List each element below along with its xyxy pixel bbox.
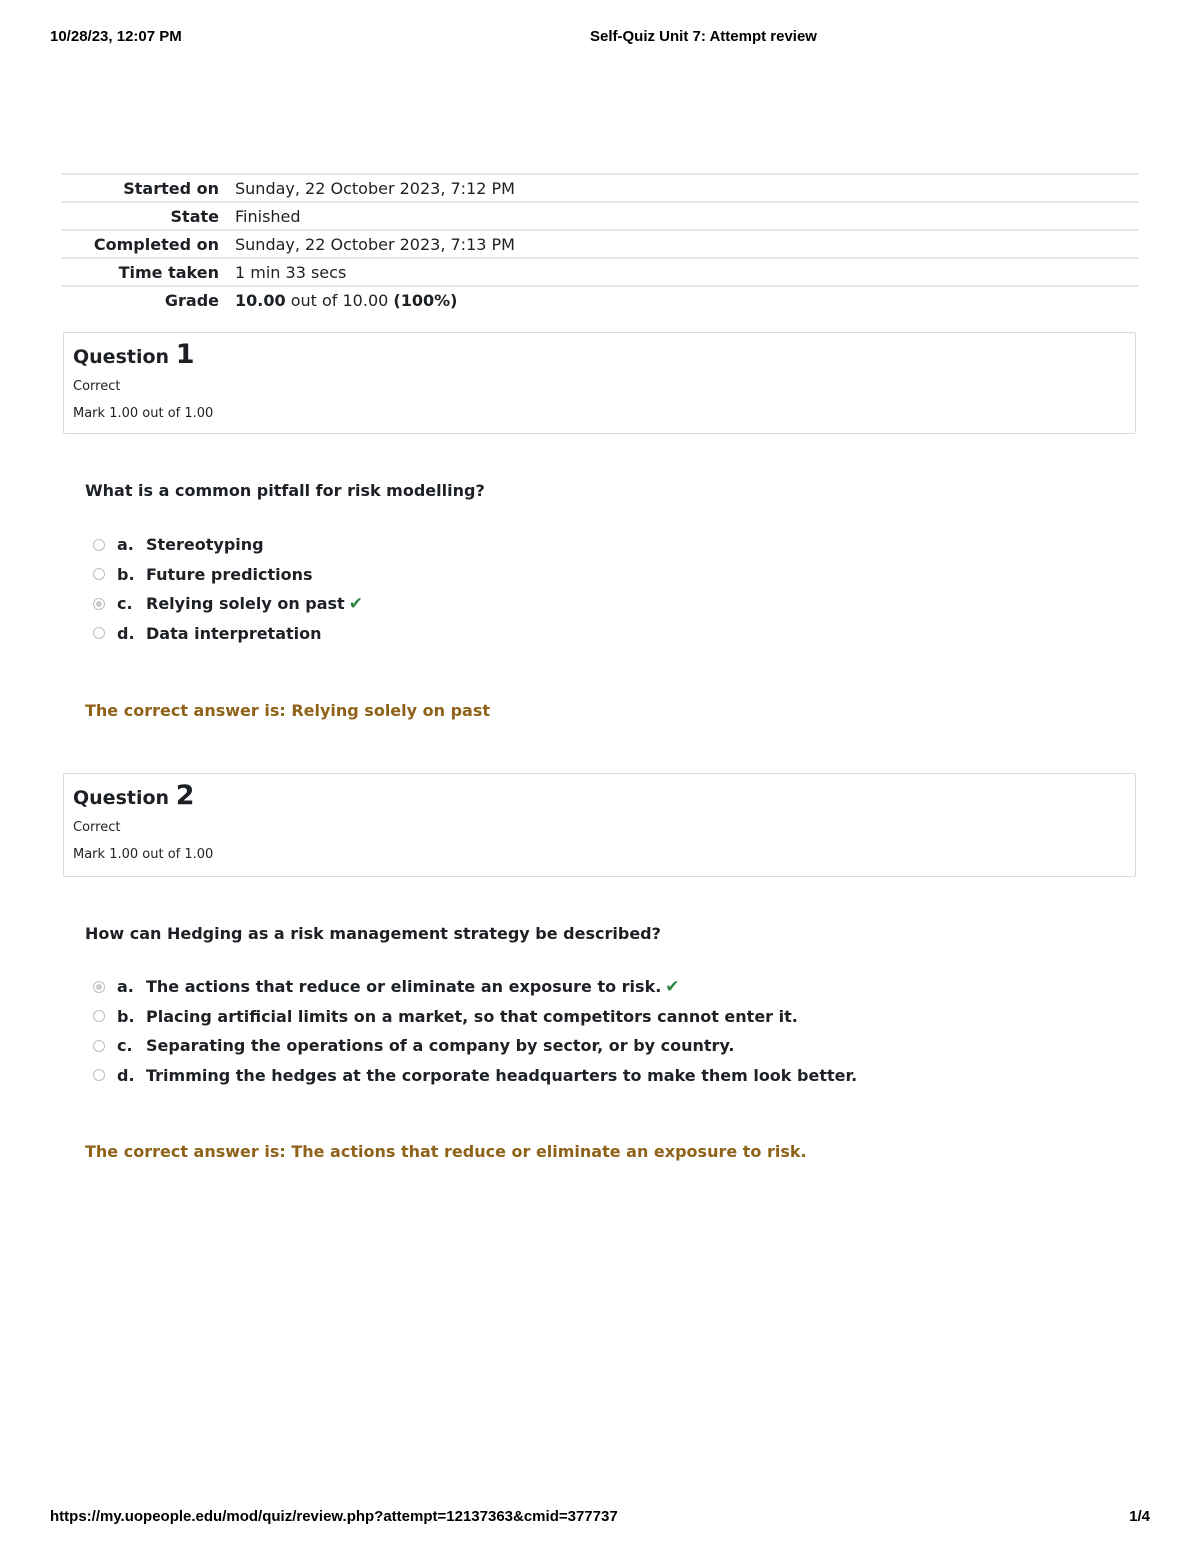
summary-value: 1 min 33 secs	[235, 262, 347, 282]
radio-button[interactable]	[93, 568, 105, 580]
answer-label: Data interpretation	[146, 623, 322, 643]
answer-letter: a.	[117, 535, 134, 555]
answer-label: Separating the operations of a company by sector, or by country.	[146, 1036, 735, 1056]
correct-answer-feedback: The correct answer is: Relying solely on past	[85, 701, 491, 720]
correct-answer-feedback: The correct answer is: The actions that reduce or eliminate an exposure to risk.	[85, 1142, 807, 1161]
question-info-box	[63, 332, 1136, 434]
summary-row-completed	[62, 230, 1138, 258]
question-info-box	[63, 773, 1136, 877]
answer-letter: d.	[117, 1065, 135, 1085]
summary-row-started	[62, 174, 1138, 202]
print-page-url[interactable]: https://my.uopeople.edu/mod/quiz/review.php?attempt=12137363&cmid=377737	[50, 1508, 618, 1525]
question-state: Correct	[73, 379, 121, 394]
summary-label: Started on	[123, 178, 219, 198]
radio-button[interactable]	[93, 1040, 105, 1052]
radio-button[interactable]	[93, 627, 105, 639]
answer-option[interactable]	[93, 972, 857, 1002]
answer-letter: a.	[117, 977, 134, 997]
summary-value: Sunday, 22 October 2023, 7:12 PM	[235, 178, 515, 198]
answer-label: The actions that reduce or eliminate an exposure to risk.	[146, 977, 662, 997]
question-label: Question	[73, 787, 170, 809]
answer-option[interactable]	[93, 1002, 857, 1032]
summary-label: Grade	[164, 290, 219, 310]
summary-value: Finished	[235, 206, 301, 226]
question-number: 1	[175, 339, 195, 370]
page-number: 1/4	[1129, 1508, 1150, 1525]
answer-label: Stereotyping	[146, 535, 264, 555]
question-state: Correct	[73, 820, 121, 835]
answer-option[interactable]	[93, 619, 363, 649]
grade-score: 10.00	[235, 290, 286, 310]
summary-label: State	[170, 206, 219, 226]
radio-button[interactable]	[93, 598, 105, 610]
answer-letter: b.	[117, 564, 135, 584]
answer-list	[93, 972, 857, 1090]
answer-letter: b.	[117, 1006, 135, 1026]
answer-letter: c.	[117, 594, 133, 614]
question-heading	[73, 782, 1126, 812]
print-footer	[50, 1508, 1150, 1528]
summary-row-time-taken	[62, 258, 1138, 286]
print-header	[50, 28, 1150, 48]
summary-row-state	[62, 202, 1138, 230]
grade-out-of: out of 10.00	[290, 290, 389, 310]
answer-label: Future predictions	[146, 564, 313, 584]
question-text: What is a common pitfall for risk modelling?	[85, 481, 485, 500]
grade-percent: (100%)	[393, 290, 458, 310]
question-heading	[73, 341, 1126, 371]
summary-value	[235, 286, 1138, 313]
answer-label: Relying solely on past	[146, 594, 345, 614]
print-page-title: Self-Quiz Unit 7: Attempt review	[590, 28, 817, 45]
answer-option[interactable]	[93, 1061, 857, 1091]
answer-option[interactable]	[93, 530, 363, 560]
question-label: Question	[73, 346, 170, 368]
radio-button[interactable]	[93, 1010, 105, 1022]
radio-button[interactable]	[93, 1069, 105, 1081]
question-mark: Mark 1.00 out of 1.00	[73, 847, 214, 862]
answer-letter: c.	[117, 1036, 133, 1056]
question-number: 2	[175, 780, 195, 811]
answer-label: Placing artificial limits on a market, so that competitors cannot enter it.	[146, 1006, 798, 1026]
answer-label: Trimming the hedges at the corporate headquarters to make them look better.	[146, 1065, 858, 1085]
answer-option[interactable]	[93, 589, 363, 619]
attempt-summary-table	[62, 173, 1138, 313]
radio-button[interactable]	[93, 539, 105, 551]
check-icon: ✔	[348, 593, 363, 614]
summary-label: Time taken	[118, 262, 219, 282]
answer-letter: d.	[117, 623, 135, 643]
answer-list	[93, 530, 363, 648]
print-datetime: 10/28/23, 12:07 PM	[50, 28, 182, 45]
answer-option[interactable]	[93, 560, 363, 590]
summary-label: Completed on	[93, 234, 219, 254]
check-icon: ✔	[665, 976, 680, 997]
question-text: How can Hedging as a risk management strategy be described?	[85, 924, 661, 943]
summary-row-grade	[62, 286, 1138, 313]
question-mark: Mark 1.00 out of 1.00	[73, 406, 214, 421]
answer-option[interactable]	[93, 1031, 857, 1061]
summary-value: Sunday, 22 October 2023, 7:13 PM	[235, 234, 515, 254]
radio-button[interactable]	[93, 981, 105, 993]
